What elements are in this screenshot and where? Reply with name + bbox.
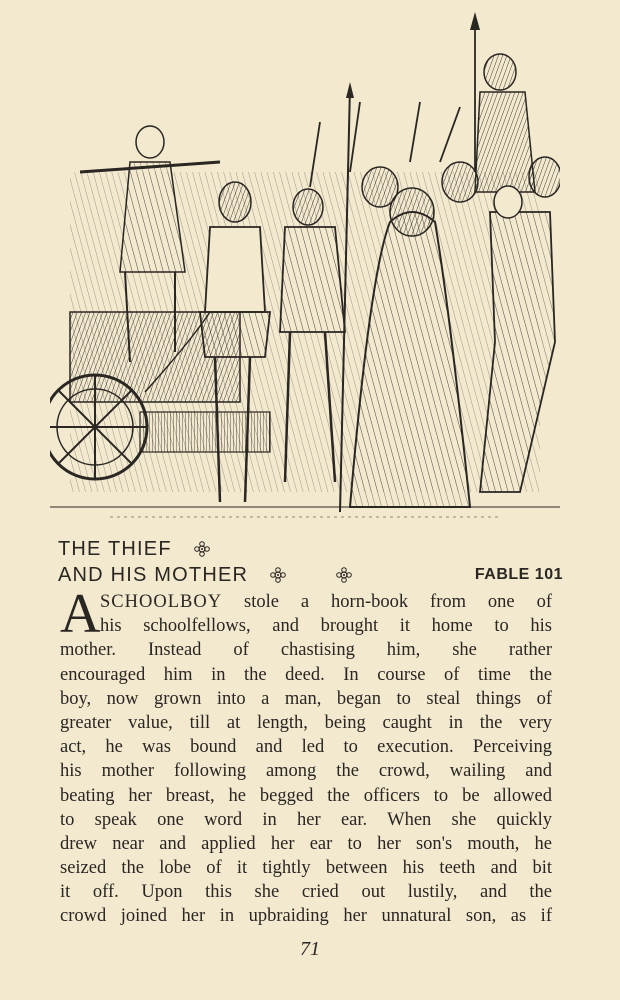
rosette-icon (336, 567, 352, 583)
text-line-11: drew near and applied her ear to her son's mouth, he (60, 833, 552, 854)
text-line-6: greater value, till at length, being caught in the very (60, 712, 552, 733)
page-number: 71 (300, 938, 320, 960)
fable-number: FABLE 101 (474, 566, 563, 583)
text-line-5: boy, now grown into a man, began to steal things of (60, 688, 552, 709)
engraving-icon (50, 12, 560, 524)
text-line-13: it off. Upon this she cried out lustily, and the (60, 882, 552, 903)
rosette-icon (270, 567, 286, 583)
text-line-1-rest: stole a horn-book from one of (222, 592, 552, 612)
text-line-4: encouraged him in the deed. In course of time the (60, 664, 552, 685)
text-line-9: beating her breast, he begged the officers to be allowed (60, 785, 552, 806)
title-text-1: THE THIEF (58, 538, 172, 560)
text-line-7: act, he was bound and led to execution. Perceiving (60, 737, 552, 758)
title-line-1 (58, 536, 563, 562)
fable-body (60, 583, 552, 929)
fable-title (58, 536, 563, 588)
rosette-icon (194, 541, 210, 557)
text-line-10: to speak one word in her ear. When she quickly (60, 809, 552, 830)
drop-cap: A (60, 583, 101, 645)
text-line-8: his mother following among the crowd, wailing and (60, 761, 552, 782)
text-line-2: his schoolfellows, and brought it home to his (100, 616, 552, 637)
text-line-3: mother. Instead of chastising him, she rather (60, 640, 552, 661)
fable-illustration (50, 12, 560, 524)
title-line-2 (58, 562, 563, 588)
first-word: SCHOOLBOY (100, 592, 223, 612)
title-text-2: AND HIS MOTHER (58, 564, 249, 586)
text-line-1 (60, 590, 552, 614)
text-line-14: crowd joined her in upbraiding her unnatural son, as if (60, 906, 552, 927)
text-line-12: seized the lobe of it tightly between his teeth and bit (60, 858, 552, 879)
